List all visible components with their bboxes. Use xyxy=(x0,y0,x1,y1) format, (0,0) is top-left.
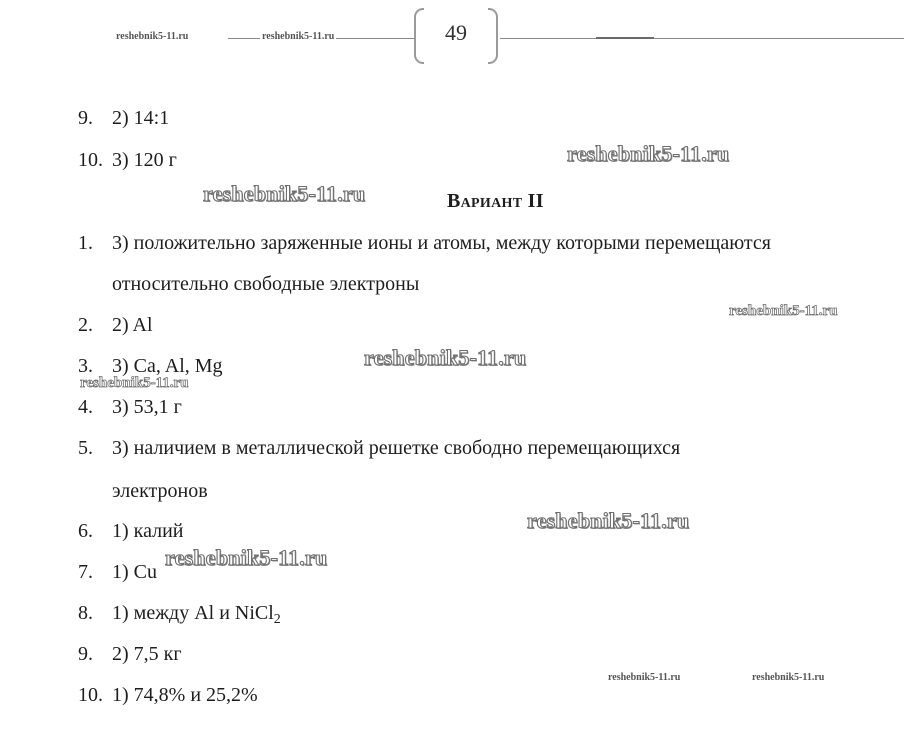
answer-text-continued: электронов xyxy=(112,480,208,502)
answer-text: 3) положительно заряженные ионы и атомы, между которыми перемещаются xyxy=(112,232,771,254)
answer-text-subscript: 2 xyxy=(273,612,281,627)
variant-2-title: Вариант II xyxy=(447,190,544,212)
answer-number: 3. xyxy=(78,355,93,377)
answer-number: 10. xyxy=(78,149,103,171)
answer-number: 2. xyxy=(78,314,93,336)
answer-line-v2-5-cont xyxy=(112,479,208,503)
answer-number: 4. xyxy=(78,396,93,418)
answer-number: 9. xyxy=(78,643,93,665)
answer-number: 9. xyxy=(78,107,93,129)
answer-number: 6. xyxy=(78,520,93,542)
answer-text: 1) калий xyxy=(112,520,184,542)
answer-text: 2) 7,5 кг xyxy=(112,643,182,665)
watermark: reshebnik5-11.ru xyxy=(80,375,189,391)
answer-text-continued: относительно свободные электроны xyxy=(112,273,420,295)
header-rule-right xyxy=(500,38,904,39)
answer-number: 8. xyxy=(78,602,93,624)
page-number: 49 xyxy=(445,20,467,45)
page-number-box xyxy=(414,8,498,64)
watermark: reshebnik5-11.ru xyxy=(203,181,366,206)
watermark: reshebnik5-11.ru xyxy=(567,141,730,166)
watermark: reshebnik5-11.ru xyxy=(752,672,825,683)
page-number-bracket-left xyxy=(414,8,424,64)
answer-text: 3) наличием в металлической решетке свободно перемещающихся xyxy=(112,437,681,459)
answer-text xyxy=(112,601,281,632)
answer-text-main: 1) между Al и NiCl xyxy=(112,602,274,624)
watermark: reshebnik5-11.ru xyxy=(608,672,681,683)
answer-text: 1) 74,8% и 25,2% xyxy=(112,684,258,706)
header-watermark-left: reshebnik5-11.ru xyxy=(116,31,189,42)
answer-text: 3) 53,1 г xyxy=(112,396,182,418)
answer-number: 1. xyxy=(78,232,93,254)
watermark: reshebnik5-11.ru xyxy=(165,545,328,570)
answer-line-v2-1-cont xyxy=(112,272,419,296)
answer-text: 2) Al xyxy=(112,314,153,336)
answer-text: 3) Ca, Al, Mg xyxy=(112,355,223,377)
watermark: reshebnik5-11.ru xyxy=(729,303,838,319)
answer-number: 7. xyxy=(78,561,93,583)
page-number-bracket-right xyxy=(488,8,498,64)
answer-number: 10. xyxy=(78,684,103,706)
answer-text: 2) 14:1 xyxy=(112,107,170,129)
watermark: reshebnik5-11.ru xyxy=(364,345,527,370)
answer-text: 1) Cu xyxy=(112,561,157,583)
answer-text: 3) 120 г xyxy=(112,149,177,171)
header-watermark-center: reshebnik5-11.ru xyxy=(262,31,335,42)
answer-number: 5. xyxy=(78,437,93,459)
header-rule-right-accent xyxy=(596,37,654,39)
watermark: reshebnik5-11.ru xyxy=(527,508,690,533)
